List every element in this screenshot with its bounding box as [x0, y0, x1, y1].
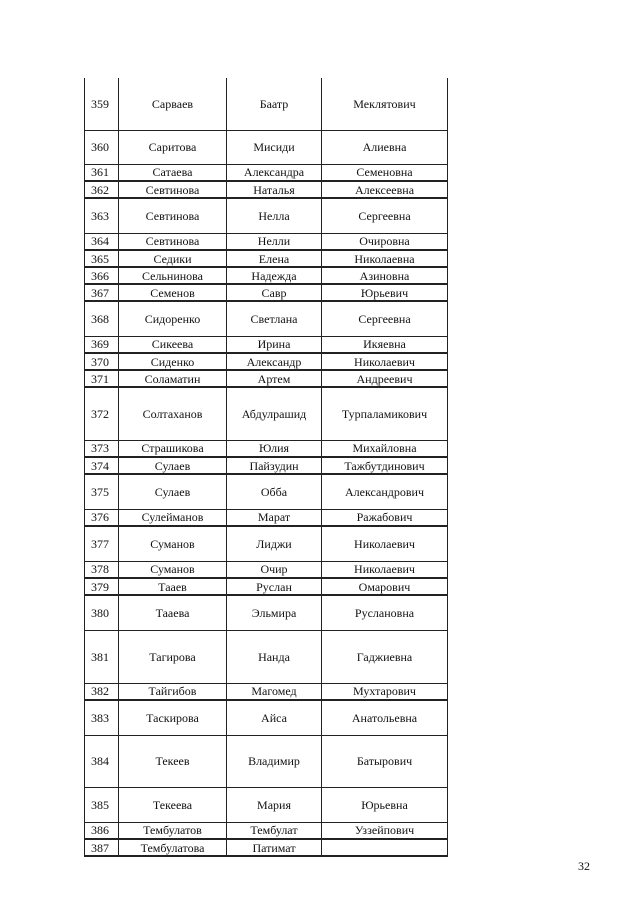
table-row	[85, 457, 448, 474]
surname-cell: Сидоренко	[119, 301, 227, 336]
patronymic-cell: Юрьевна	[322, 787, 448, 822]
first-name-cell: Айса	[227, 700, 322, 735]
patronymic-cell: Турпаламикович	[322, 387, 448, 440]
patronymic-cell: Александрович	[322, 474, 448, 509]
patronymic-cell: Гаджиевна	[322, 630, 448, 683]
patronymic-cell: Икяевна	[322, 336, 448, 353]
first-name-cell: Нелла	[227, 198, 322, 233]
row-number: 359	[85, 78, 119, 130]
surname-cell: Тааев	[119, 578, 227, 595]
patronymic-cell: Юрьевич	[322, 284, 448, 301]
surname-cell: Сельнинова	[119, 267, 227, 284]
table-row	[85, 561, 448, 578]
first-name-cell: Савр	[227, 284, 322, 301]
table-row	[85, 370, 448, 387]
first-name-cell: Очир	[227, 561, 322, 578]
roster-table	[84, 78, 448, 857]
row-number: 363	[85, 198, 119, 233]
patronymic-cell: Ражабович	[322, 509, 448, 526]
first-name-cell: Руслан	[227, 578, 322, 595]
surname-cell: Седики	[119, 250, 227, 267]
table-row	[85, 181, 448, 198]
patronymic-cell: Николаевич	[322, 526, 448, 561]
surname-cell: Страшикова	[119, 440, 227, 457]
patronymic-cell: Омарович	[322, 578, 448, 595]
patronymic-cell	[322, 839, 448, 856]
first-name-cell: Елена	[227, 250, 322, 267]
surname-cell: Солтаханов	[119, 387, 227, 440]
first-name-cell: Пайзудин	[227, 457, 322, 474]
patronymic-cell: Тажбутдинович	[322, 457, 448, 474]
patronymic-cell: Николаевич	[322, 353, 448, 370]
surname-cell: Текеев	[119, 735, 227, 787]
table-row	[85, 700, 448, 735]
first-name-cell: Надежда	[227, 267, 322, 284]
patronymic-cell: Очировна	[322, 233, 448, 250]
table-row	[85, 387, 448, 440]
row-number: 380	[85, 595, 119, 630]
surname-cell: Сулейманов	[119, 509, 227, 526]
row-number: 364	[85, 233, 119, 250]
surname-cell: Суманов	[119, 526, 227, 561]
surname-cell: Сикеева	[119, 336, 227, 353]
page-number: 32	[578, 859, 590, 873]
roster-body	[85, 78, 448, 856]
surname-cell: Таскирова	[119, 700, 227, 735]
first-name-cell: Мисиди	[227, 130, 322, 164]
row-number: 371	[85, 370, 119, 387]
table-row	[85, 250, 448, 267]
patronymic-cell: Руслановна	[322, 595, 448, 630]
first-name-cell: Светлана	[227, 301, 322, 336]
row-number: 366	[85, 267, 119, 284]
first-name-cell: Патимат	[227, 839, 322, 856]
patronymic-cell: Семеновна	[322, 164, 448, 181]
patronymic-cell: Алиевна	[322, 130, 448, 164]
patronymic-cell: Батырович	[322, 735, 448, 787]
surname-cell: Тембулатов	[119, 822, 227, 839]
patronymic-cell: Меклятович	[322, 78, 448, 130]
first-name-cell: Нелли	[227, 233, 322, 250]
surname-cell: Сарваев	[119, 78, 227, 130]
table-row	[85, 595, 448, 630]
first-name-cell: Ирина	[227, 336, 322, 353]
table-row	[85, 353, 448, 370]
table-row	[85, 526, 448, 561]
table-row	[85, 78, 448, 130]
table-row	[85, 164, 448, 181]
row-number: 379	[85, 578, 119, 595]
row-number: 383	[85, 700, 119, 735]
first-name-cell: Нанда	[227, 630, 322, 683]
table-row	[85, 787, 448, 822]
first-name-cell: Наталья	[227, 181, 322, 198]
first-name-cell: Лиджи	[227, 526, 322, 561]
patronymic-cell: Николаевич	[322, 561, 448, 578]
surname-cell: Сатаева	[119, 164, 227, 181]
patronymic-cell: Уззейпович	[322, 822, 448, 839]
table-row	[85, 198, 448, 233]
table-row	[85, 440, 448, 457]
patronymic-cell: Алексеевна	[322, 181, 448, 198]
row-number: 375	[85, 474, 119, 509]
table-row	[85, 630, 448, 683]
first-name-cell: Магомед	[227, 683, 322, 700]
table-row	[85, 509, 448, 526]
table-row	[85, 474, 448, 509]
patronymic-cell: Сергеевна	[322, 301, 448, 336]
surname-cell: Тайгибов	[119, 683, 227, 700]
row-number: 386	[85, 822, 119, 839]
first-name-cell: Мария	[227, 787, 322, 822]
first-name-cell: Владимир	[227, 735, 322, 787]
first-name-cell: Эльмира	[227, 595, 322, 630]
table-row	[85, 284, 448, 301]
row-number: 362	[85, 181, 119, 198]
row-number: 370	[85, 353, 119, 370]
table-row	[85, 822, 448, 839]
row-number: 360	[85, 130, 119, 164]
first-name-cell: Артем	[227, 370, 322, 387]
row-number: 387	[85, 839, 119, 856]
row-number: 372	[85, 387, 119, 440]
surname-cell: Севтинова	[119, 233, 227, 250]
surname-cell: Тембулатова	[119, 839, 227, 856]
first-name-cell: Тембулат	[227, 822, 322, 839]
surname-cell: Сулаев	[119, 457, 227, 474]
row-number: 378	[85, 561, 119, 578]
table-row	[85, 839, 448, 856]
first-name-cell: Александр	[227, 353, 322, 370]
surname-cell: Текеева	[119, 787, 227, 822]
table-row	[85, 301, 448, 336]
surname-cell: Сулаев	[119, 474, 227, 509]
surname-cell: Таaева	[119, 595, 227, 630]
row-number: 361	[85, 164, 119, 181]
patronymic-cell: Азиновна	[322, 267, 448, 284]
table-row	[85, 578, 448, 595]
surname-cell: Семенов	[119, 284, 227, 301]
first-name-cell: Баатр	[227, 78, 322, 130]
table-row	[85, 233, 448, 250]
first-name-cell: Марат	[227, 509, 322, 526]
surname-cell: Тагирова	[119, 630, 227, 683]
first-name-cell: Юлия	[227, 440, 322, 457]
row-number: 376	[85, 509, 119, 526]
first-name-cell: Александра	[227, 164, 322, 181]
surname-cell: Севтинова	[119, 198, 227, 233]
table-row	[85, 735, 448, 787]
row-number: 377	[85, 526, 119, 561]
table-row	[85, 267, 448, 284]
row-number: 368	[85, 301, 119, 336]
row-number: 367	[85, 284, 119, 301]
table-row	[85, 130, 448, 164]
row-number: 385	[85, 787, 119, 822]
first-name-cell: Абдулрашид	[227, 387, 322, 440]
first-name-cell: Обба	[227, 474, 322, 509]
surname-cell: Соламатин	[119, 370, 227, 387]
row-number: 384	[85, 735, 119, 787]
row-number: 373	[85, 440, 119, 457]
surname-cell: Саритова	[119, 130, 227, 164]
row-number: 374	[85, 457, 119, 474]
surname-cell: Сиденко	[119, 353, 227, 370]
patronymic-cell: Андреевич	[322, 370, 448, 387]
row-number: 369	[85, 336, 119, 353]
row-number: 382	[85, 683, 119, 700]
patronymic-cell: Николаевна	[322, 250, 448, 267]
patronymic-cell: Михайловна	[322, 440, 448, 457]
row-number: 381	[85, 630, 119, 683]
row-number: 365	[85, 250, 119, 267]
table-row	[85, 683, 448, 700]
patronymic-cell: Мухтарович	[322, 683, 448, 700]
surname-cell: Суманов	[119, 561, 227, 578]
surname-cell: Севтинова	[119, 181, 227, 198]
patronymic-cell: Сергеевна	[322, 198, 448, 233]
table-row	[85, 336, 448, 353]
patronymic-cell: Анатольевна	[322, 700, 448, 735]
